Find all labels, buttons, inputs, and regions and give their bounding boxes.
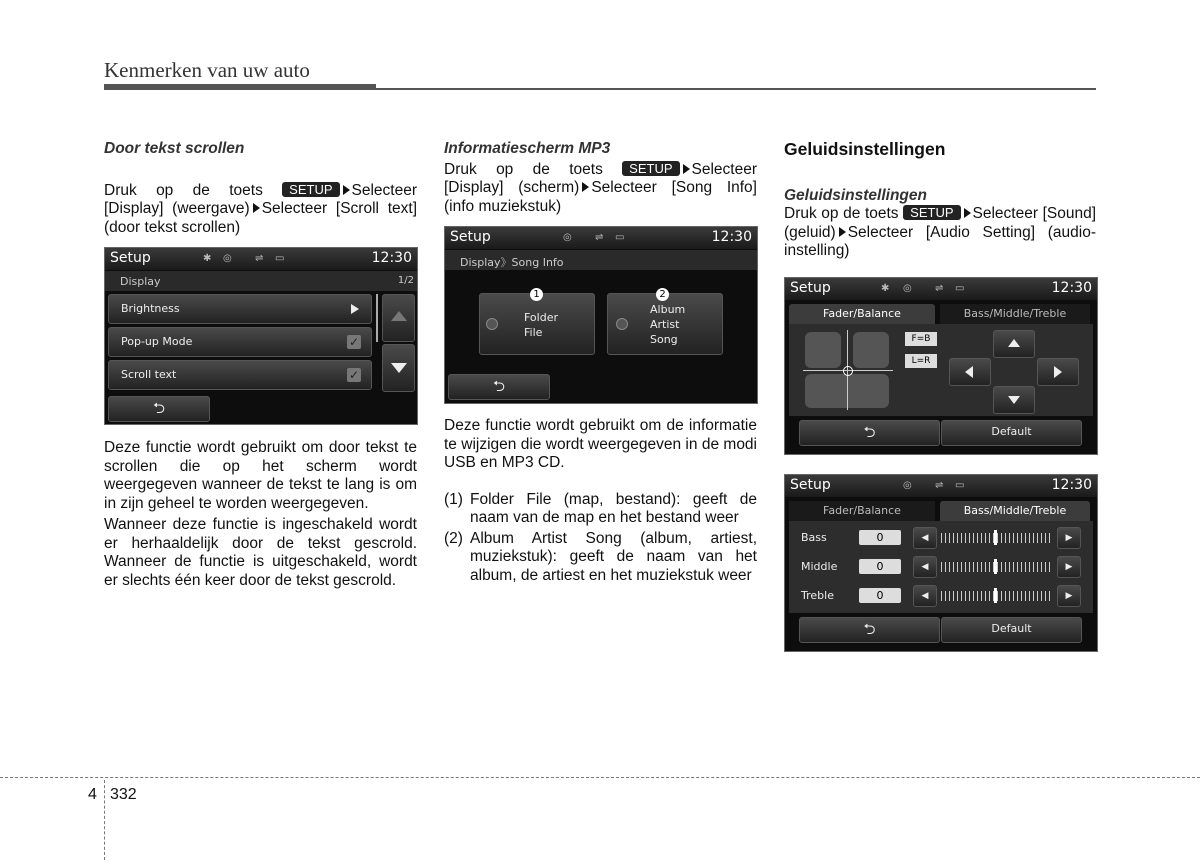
paragraph: Deze functie wordt gebruikt om de informatie te wijzigen die wordt weergegeven in de modi USB en MP3 CD.: [444, 417, 757, 471]
screen-title: Setup: [110, 250, 151, 266]
menu-item-label: Pop-up Mode: [121, 335, 193, 348]
section-heading: Door tekst scrollen: [104, 140, 245, 157]
setup-key-label: SETUP: [622, 161, 679, 176]
decrease-button[interactable]: ◀: [913, 585, 937, 607]
back-button[interactable]: [448, 374, 550, 400]
subheader-label: Display: [120, 275, 161, 288]
screen-clock: 12:30: [371, 250, 412, 266]
instr-pre: Druk op de toets: [784, 205, 899, 222]
tone-label: Treble: [801, 589, 834, 602]
instr-post: Selecteer [Sound] (geluid): [784, 205, 1096, 241]
column-sound-settings: [784, 140, 1096, 261]
increase-button[interactable]: ▶: [1057, 585, 1081, 607]
usb-icon: ⇌: [255, 253, 264, 264]
aux-icon: ▭: [955, 283, 965, 294]
instruction: [104, 182, 417, 238]
aux-icon: ▭: [955, 480, 965, 491]
callout-marker: 2: [656, 288, 669, 301]
option-line: Folder: [524, 311, 558, 324]
instr-post: Selecteer [Display] (scherm): [444, 160, 757, 196]
arrow-left-icon: [965, 366, 973, 378]
footer-divider: [104, 780, 105, 860]
section-subheading: Geluidsinstellingen: [784, 186, 927, 204]
screen-status-bar: [105, 248, 417, 270]
screen-status-bar: [445, 227, 757, 249]
menu-item-scroll-text[interactable]: [108, 360, 372, 390]
list-number: (1): [444, 490, 463, 508]
option-line: Artist: [650, 318, 680, 331]
decrease-button[interactable]: ◀: [913, 556, 937, 578]
disc-icon: ◎: [903, 283, 912, 294]
usb-icon: ⇌: [935, 283, 944, 294]
balance-left-button[interactable]: [949, 358, 991, 386]
tone-label: Bass: [801, 531, 827, 544]
list-item: [444, 491, 757, 528]
fade-readout: F=B: [905, 332, 937, 346]
option-label: [524, 310, 558, 340]
screen-subheader: [105, 271, 417, 291]
screen-display-scroll: [104, 247, 418, 425]
arrow-icon: [253, 203, 260, 213]
screen-title: Setup: [450, 229, 491, 245]
screen-subheader: [445, 250, 757, 270]
arrow-up-icon: [391, 311, 407, 321]
instr-pre: Druk op de toets: [444, 160, 603, 178]
section-heading: Geluidsinstellingen: [784, 139, 946, 159]
slider-thumb[interactable]: [994, 588, 997, 603]
disc-icon: ◎: [563, 232, 572, 243]
back-icon: ⮌: [863, 423, 876, 441]
tone-panel: [789, 521, 1093, 613]
menu-item-label: Scroll text: [121, 368, 177, 381]
fader-panel: [789, 324, 1093, 416]
list-text: Album Artist Song (album, artiest, muziekstuk): geeft de naam van het album, de artiest en het muziekstuk weer: [470, 529, 757, 584]
header-rule-thin: [376, 88, 1096, 90]
scroll-up-button[interactable]: [382, 294, 415, 342]
back-button[interactable]: [799, 617, 940, 643]
screen-fader-balance: [784, 277, 1098, 455]
tab-fader-balance[interactable]: Fader/Balance: [789, 501, 935, 521]
tab-fader-balance[interactable]: Fader/Balance: [789, 304, 935, 324]
default-button[interactable]: Default: [941, 420, 1082, 446]
option-album-artist-song[interactable]: [607, 289, 723, 355]
arrow-icon: [343, 185, 350, 195]
slider-thumb[interactable]: [994, 559, 997, 574]
instruction: [784, 205, 1096, 261]
arrow-down-icon: [391, 363, 407, 373]
balance-readout: L=R: [905, 354, 937, 368]
increase-button[interactable]: ▶: [1057, 556, 1081, 578]
usb-icon: ⇌: [595, 232, 604, 243]
back-icon: ⮌: [863, 620, 876, 638]
screen-clock: 12:30: [1051, 477, 1092, 493]
default-button[interactable]: Default: [941, 617, 1082, 643]
section-heading: Informatiescherm MP3: [444, 140, 611, 157]
instr-post2: Selecteer [Scroll text] (door tekst scrollen): [104, 200, 417, 236]
screen-clock: 12:30: [1051, 280, 1092, 296]
scroll-down-button[interactable]: [382, 344, 415, 392]
arrow-icon: [964, 208, 971, 218]
tone-row-bass: [789, 525, 1093, 551]
radio-icon[interactable]: [616, 318, 628, 330]
balance-point[interactable]: [843, 366, 853, 376]
tone-value: 0: [859, 588, 901, 603]
back-button[interactable]: [108, 396, 210, 422]
usb-icon: ⇌: [935, 480, 944, 491]
arrow-up-icon: [1008, 339, 1020, 347]
option-line: File: [524, 326, 543, 339]
list-text: Folder File (map, bestand): geeft de naam van de map en het bestand weer: [470, 490, 757, 526]
back-button[interactable]: [799, 420, 940, 446]
setup-key-label: SETUP: [903, 205, 960, 220]
tone-label: Middle: [801, 560, 838, 573]
tab-bass-middle-treble[interactable]: Bass/Middle/Treble: [940, 501, 1090, 521]
radio-icon[interactable]: [486, 318, 498, 330]
arrow-icon: [582, 182, 589, 192]
aux-icon: ▭: [615, 232, 625, 243]
screen-title: Setup: [790, 280, 831, 296]
screen-clock: 12:30: [711, 229, 752, 245]
screen-status-bar: [785, 475, 1097, 497]
menu-item-brightness[interactable]: [108, 294, 372, 324]
instr-post2: Selecteer [Audio Setting] (audio-instelling): [784, 223, 1096, 259]
arrow-down-icon: [1008, 396, 1020, 404]
seat-front-left: [805, 332, 841, 368]
seat-diagram[interactable]: [803, 330, 893, 410]
option-line: Album: [650, 303, 686, 316]
tone-value: 0: [859, 559, 901, 574]
back-icon: ⮌: [152, 399, 165, 417]
page-number: 332: [110, 786, 137, 803]
back-icon: ⮌: [492, 377, 505, 395]
slider-thumb[interactable]: [994, 530, 997, 545]
bluetooth-icon: ✱: [203, 253, 212, 264]
arrow-icon: [839, 227, 846, 237]
bluetooth-icon: ✱: [881, 283, 890, 294]
screen-title: Setup: [790, 477, 831, 493]
tone-value: 0: [859, 530, 901, 545]
instr-pre: Druk op de toets: [104, 181, 263, 199]
chapter-number: 4: [88, 786, 97, 803]
paragraph: Deze functie wordt gebruikt om door tekst te scrollen die op het scherm wordt weergegeven wanneer de tekst te lang is om in zijn geheel te worden weergegeven.: [104, 439, 417, 512]
screen-song-info: [444, 226, 758, 404]
increase-button[interactable]: ▶: [1057, 527, 1081, 549]
screen-bass-middle-treble: [784, 474, 1098, 652]
balance-right-button[interactable]: [1037, 358, 1079, 386]
fade-down-button[interactable]: [993, 386, 1035, 414]
checkbox-icon[interactable]: ✓: [348, 368, 360, 382]
list-item: [444, 530, 757, 586]
tone-row-treble: [789, 583, 1093, 609]
list-number: (2): [444, 529, 463, 547]
instr-post: Selecteer [Display] (weergave): [104, 181, 417, 217]
callout-marker: 1: [530, 288, 543, 301]
paragraph: Wanneer deze functie is ingeschakeld wordt er herhaaldelijk door de tekst gescrold. Wanneer de functie is uitgeschakeld, wordt er slechts één keer door de tekst gescrold.: [104, 516, 417, 589]
arrow-icon: [683, 164, 690, 174]
option-label: [650, 302, 685, 347]
setup-key-label: SETUP: [282, 182, 339, 197]
menu-item-popup-mode[interactable]: [108, 327, 372, 357]
aux-icon: ▭: [275, 253, 285, 264]
column2-body: [444, 417, 757, 585]
column-scroll-text: [104, 140, 417, 237]
scrollbar[interactable]: [376, 294, 378, 342]
chevron-right-icon: [351, 304, 359, 314]
screen-status-bar: [785, 278, 1097, 300]
option-folder-file[interactable]: [479, 289, 595, 355]
tab-bass-middle-treble[interactable]: Bass/Middle/Treble: [940, 304, 1090, 324]
page-header-title: Kenmerken van uw auto: [104, 58, 310, 82]
decrease-button[interactable]: ◀: [913, 527, 937, 549]
disc-icon: ◎: [223, 253, 232, 264]
checkbox-icon[interactable]: ✓: [348, 335, 360, 349]
option-line: Song: [650, 333, 678, 346]
header-rule-thick: [104, 84, 376, 90]
seat-front-right: [853, 332, 889, 368]
menu-item-label: Brightness: [121, 302, 180, 315]
disc-icon: ◎: [903, 480, 912, 491]
arrow-right-icon: [1054, 366, 1062, 378]
instr-post2: Selecteer [Song Info] (info muziekstuk): [444, 179, 757, 215]
instruction: [444, 161, 757, 217]
column-mp3-info: [444, 140, 757, 216]
fade-up-button[interactable]: [993, 330, 1035, 358]
footer-rule: [0, 777, 1200, 778]
tone-row-middle: [789, 554, 1093, 580]
page-indicator: 1/2: [397, 275, 414, 286]
column1-body: [104, 439, 417, 590]
breadcrumb: Display》Song Info: [460, 256, 564, 269]
